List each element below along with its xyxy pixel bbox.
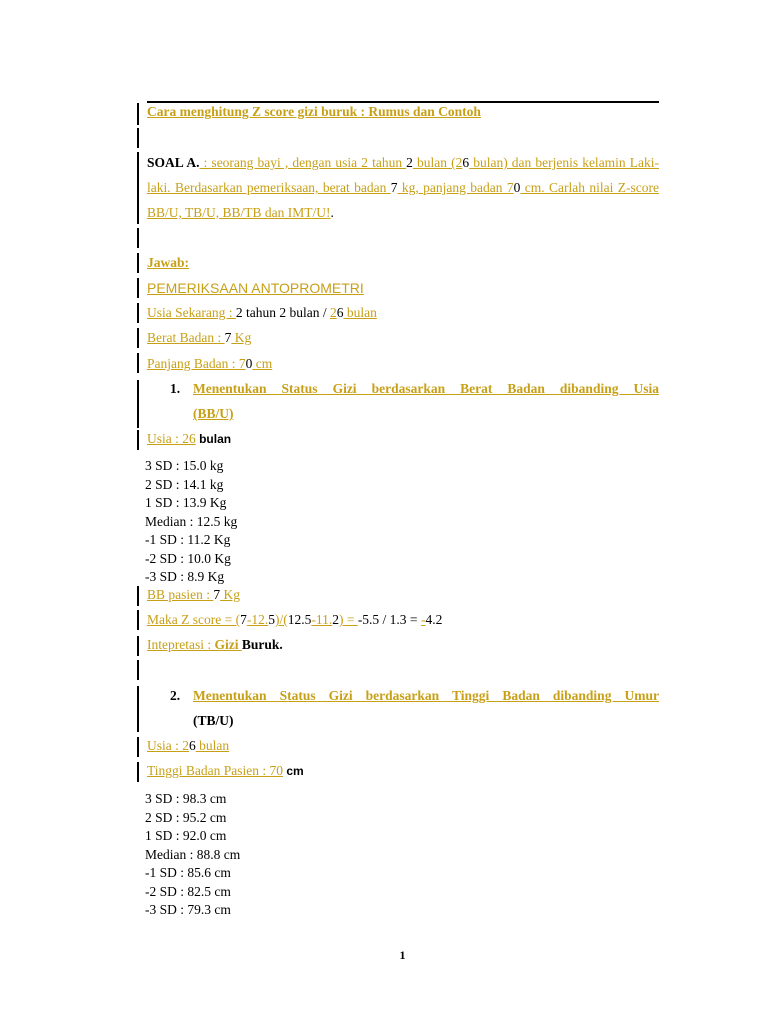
change-bar <box>137 328 139 348</box>
section2-title: Menentukan Status Gizi berdasarkan Tinggi Badan dibanding Umur <box>193 688 659 703</box>
soal-label: SOAL A. <box>147 155 200 170</box>
change-bar <box>137 610 139 630</box>
tinggi-badan-label: Tinggi Badan Pasien : 70 <box>147 763 284 778</box>
sd-item: -2 SD : 82.5 cm <box>145 883 231 899</box>
berat-badan-row: Berat Badan : 7 Kg <box>147 330 252 345</box>
interpretasi-result: Buruk. <box>241 637 283 652</box>
sd-item: -1 SD : 11.2 Kg <box>145 532 231 547</box>
change-bar <box>137 152 139 224</box>
z-score-label: Maka Z score = ( <box>147 612 241 627</box>
change-bar <box>137 762 139 782</box>
sd-item: 3 SD : 98.3 cm <box>145 791 227 806</box>
change-bar <box>137 103 139 125</box>
sd-item: -1 SD : 85.6 cm <box>145 865 231 880</box>
sd-item: 2 SD : 14.1 kg <box>145 476 224 492</box>
z-score-row: Maka Z score = (7-12.5)/(12.5-11.2) = -5.5 / 1.3 = -4.2 <box>147 612 443 627</box>
change-bar <box>137 128 139 148</box>
sd-item: 2 SD : 95.2 cm <box>145 809 227 825</box>
section2-sd-list <box>145 790 240 920</box>
sd-item: -3 SD : 8.9 Kg <box>145 569 225 584</box>
section1-usia-label: Usia : 26 <box>147 431 196 446</box>
jawab-heading: Jawab: <box>147 255 190 270</box>
change-bar <box>137 253 139 273</box>
top-rule <box>147 101 659 103</box>
section1-number: 1. <box>170 381 181 396</box>
change-bar <box>137 636 139 656</box>
sd-item: 1 SD : 92.0 cm <box>145 828 227 843</box>
section1-title: Menentukan Status Gizi berdasarkan Berat Badan dibanding Usia <box>193 381 659 396</box>
change-bar <box>137 303 139 323</box>
panjang-badan-row: Panjang Badan : 70 cm <box>147 356 273 371</box>
section1-sd-list <box>145 457 237 587</box>
change-bar <box>137 228 139 248</box>
section2-title-cont: (TB/U) <box>193 713 234 728</box>
section1-usia-row: Usia : 26 bulan <box>147 431 232 446</box>
berat-badan-label: Berat Badan : <box>147 330 225 345</box>
soal-paragraph: SOAL A. : seorang bayi , dengan usia 2 tahun 2 bulan (26 bulan) dan berjenis kelamin Laki-laki. Berdasarkan pemeriksaan, berat badan 7 kg, panjang badan 70 cm. Carlah nilai Z-score BB/U, TB/U, BB/TB dan IMT/U!. <box>147 155 660 220</box>
change-bar <box>137 278 139 298</box>
section2-usia-row: Usia : 26 bulan <box>147 738 230 753</box>
section2-number: 2. <box>170 688 181 703</box>
panjang-badan-label: Panjang Badan : 7 <box>147 356 246 371</box>
change-bar <box>137 737 139 757</box>
interpretasi-label: Intepretasi : <box>147 637 215 652</box>
usia-sekarang-label: Usia Sekarang : <box>147 305 236 320</box>
document-title: Cara menghitung Z score gizi buruk : Rumus dan Contoh <box>147 104 481 119</box>
page-number: 1 <box>399 948 406 962</box>
change-bar <box>137 353 139 373</box>
change-bar <box>137 430 139 450</box>
change-bar <box>137 586 139 606</box>
soal-text: : seorang bayi , dengan usia 2 tahun <box>199 155 407 170</box>
sd-item: 1 SD : 13.9 Kg <box>145 495 227 510</box>
section2-usia-label: Usia : 2 <box>147 738 189 753</box>
change-bar <box>137 380 139 428</box>
bb-pasien-row: BB pasien : 7 Kg <box>147 587 240 602</box>
sd-item: -2 SD : 10.0 Kg <box>145 550 231 566</box>
section1-title-cont: (BB/U) <box>193 406 234 421</box>
tinggi-badan-row: Tinggi Badan Pasien : 70 cm <box>147 763 304 778</box>
usia-sekarang-row: Usia Sekarang : 2 tahun 2 bulan / 26 bulan <box>147 305 377 320</box>
sd-item: 3 SD : 15.0 kg <box>145 458 224 473</box>
sd-item: Median : 12.5 kg <box>145 513 238 529</box>
bb-pasien-label: BB pasien : <box>147 587 214 602</box>
sd-item: Median : 88.8 cm <box>145 846 241 862</box>
pemeriksaan-heading: PEMERIKSAAN ANTOPROMETRI <box>147 280 364 296</box>
sd-item: -3 SD : 79.3 cm <box>145 902 231 917</box>
change-bar <box>137 686 139 732</box>
interpretasi-row: Intepretasi : Gizi Buruk. <box>147 637 283 652</box>
change-bar <box>137 660 139 680</box>
